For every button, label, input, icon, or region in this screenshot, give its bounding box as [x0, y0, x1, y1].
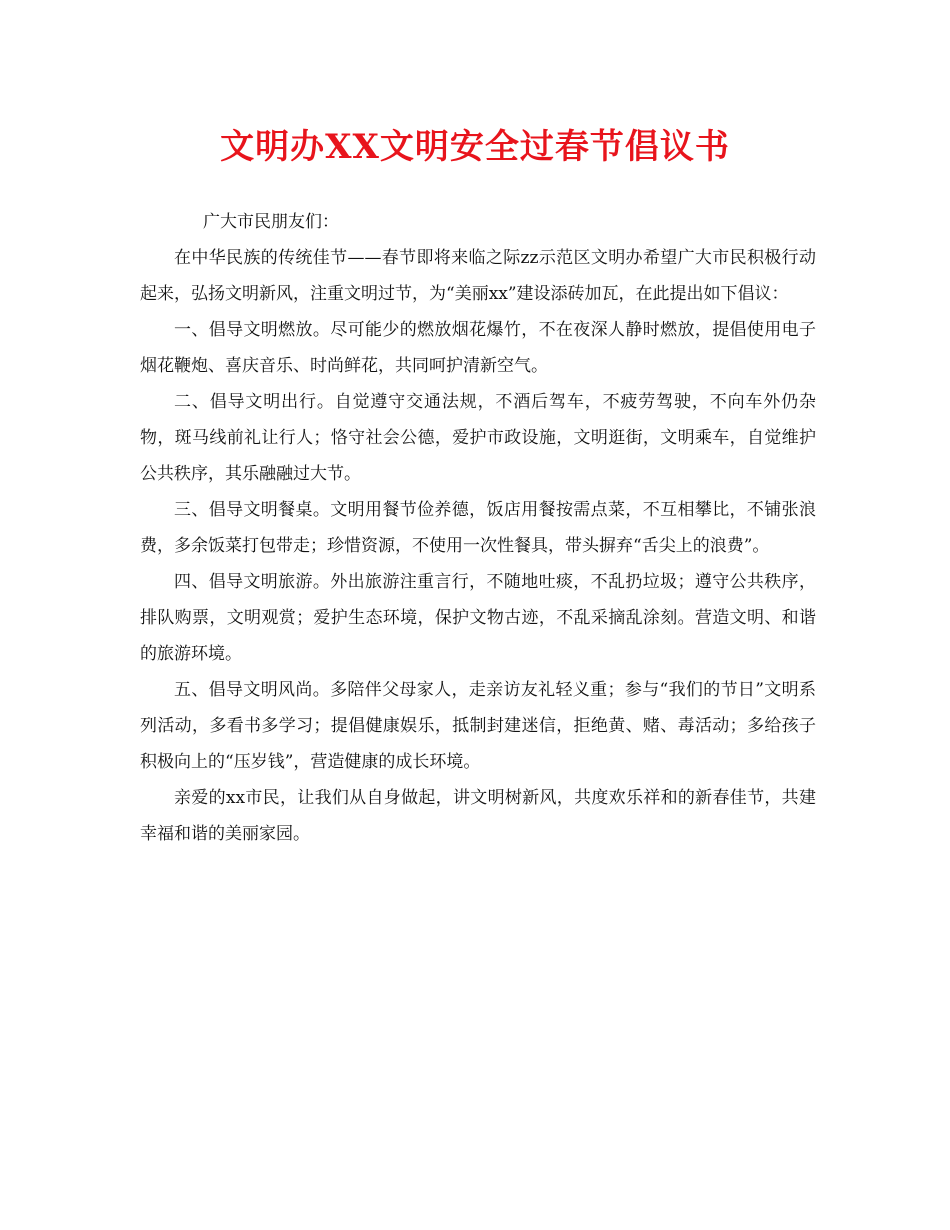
- paragraph-closing: 亲爱的xx市民，让我们从自身做起，讲文明树新风，共度欢乐祥和的新春佳节，共建幸福和谐的美丽家园。: [140, 788, 816, 844]
- document-title: 文明办XX文明安全过春节倡议书: [220, 127, 730, 167]
- document-body: [140, 204, 816, 852]
- paragraph-travel: 二、倡导文明出行。自觉遵守交通法规，不酒后驾车，不疲劳驾驶，不向车外仍杂物，斑马线前礼让行人；恪守社会公德，爱护市政设施，文明逛街，文明乘车，自觉维护公共秩序，其乐融融过大节。: [140, 392, 816, 484]
- paragraph-dining: 三、倡导文明餐桌。文明用餐节俭养德，饭店用餐按需点菜，不互相攀比，不铺张浪费，多余饭菜打包带走；珍惜资源，不使用一次性餐具，带头摒弃“舌尖上的浪费”。: [140, 500, 816, 556]
- paragraph-customs: 五、倡导文明风尚。多陪伴父母家人，走亲访友礼轻义重；参与“我们的节日”文明系列活动，多看书多学习；提倡健康娱乐，抵制封建迷信，拒绝黄、赌、毒活动；多给孩子积极向上的“压岁钱”，营造健康的成长环境。: [140, 680, 816, 772]
- salutation: 广大市民朋友们：: [203, 212, 339, 232]
- paragraph-intro: 在中华民族的传统佳节——春节即将来临之际zz示范区文明办希望广大市民积极行动起来，弘扬文明新风，注重文明过节，为“美丽xx”建设添砖加瓦，在此提出如下倡议：: [140, 248, 816, 304]
- paragraph-fireworks: 一、倡导文明燃放。尽可能少的燃放烟花爆竹，不在夜深人静时燃放，提倡使用电子烟花鞭炮、喜庆音乐、时尚鲜花，共同呵护清新空气。: [140, 320, 816, 376]
- paragraph-tourism: 四、倡导文明旅游。外出旅游注重言行，不随地吐痰，不乱扔垃圾；遵守公共秩序，排队购票，文明观赏；爱护生态环境，保护文物古迹，不乱采摘乱涂刻。营造文明、和谐的旅游环境。: [140, 572, 816, 664]
